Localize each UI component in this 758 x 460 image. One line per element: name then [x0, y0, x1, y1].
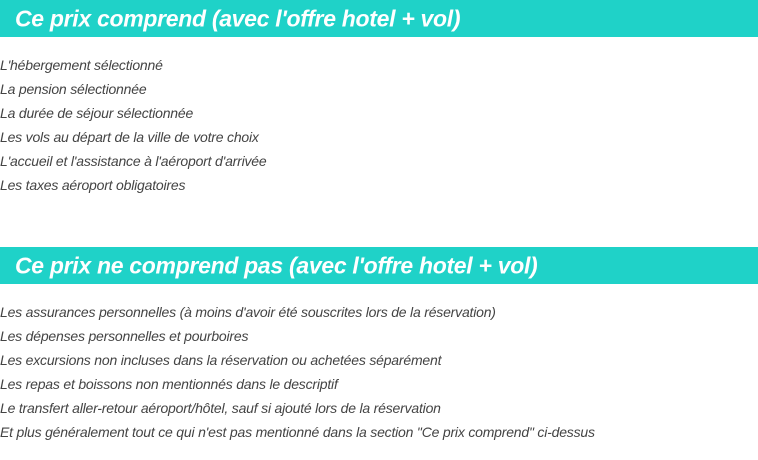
excluded-list-item: Les assurances personnelles (à moins d'avoir été souscrites lors de la réservation) — [0, 304, 496, 320]
included-section-title: Ce prix comprend (avec l'offre hotel + vol) — [15, 5, 461, 31]
included-list-item: L'hébergement sélectionné — [0, 57, 163, 73]
included-list-item: La pension sélectionnée — [0, 81, 147, 97]
excluded-list-item: Les dépenses personnelles et pourboires — [0, 328, 249, 344]
excluded-section-header — [0, 247, 758, 284]
included-list — [0, 53, 266, 197]
excluded-section-title: Ce prix ne comprend pas (avec l'offre hotel + vol) — [15, 252, 538, 278]
included-list-item: La durée de séjour sélectionnée — [0, 105, 194, 121]
excluded-list-item: Le transfert aller-retour aéroport/hôtel, sauf si ajouté lors de la réservation — [0, 400, 441, 416]
included-list-item: L'accueil et l'assistance à l'aéroport d'arrivée — [0, 153, 267, 169]
excluded-list — [0, 300, 595, 444]
excluded-list-item: Les excursions non incluses dans la réservation ou achetées séparément — [0, 352, 442, 368]
included-list-item: Les taxes aéroport obligatoires — [0, 177, 186, 193]
excluded-list-item: Les repas et boissons non mentionnés dans le descriptif — [0, 376, 338, 392]
included-section-header — [0, 0, 758, 37]
excluded-list-item: Et plus généralement tout ce qui n'est pas mentionné dans la section "Ce prix comprend" ci-dessus — [0, 424, 595, 440]
included-list-item: Les vols au départ de la ville de votre choix — [0, 129, 259, 145]
